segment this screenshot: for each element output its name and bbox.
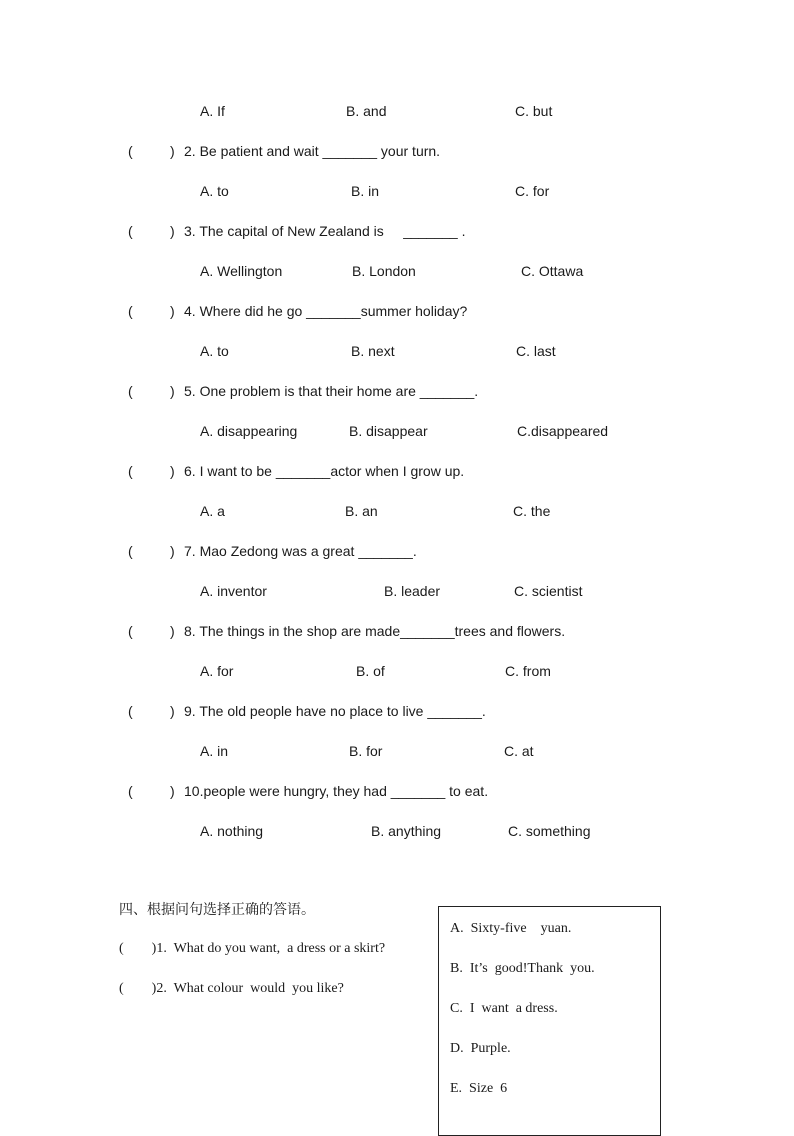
question-stem: 2. Be patient and wait _______ your turn. — [184, 143, 441, 159]
q1-option-b: B. and — [346, 103, 387, 119]
option-b: B. for — [349, 743, 383, 759]
option-a: A. inventor — [200, 583, 267, 599]
answer-paren-close: ) — [170, 543, 175, 559]
option-b: B. disappear — [349, 423, 428, 439]
answer-paren-close: ) — [170, 143, 175, 159]
answer-paren-open: ( — [128, 703, 133, 719]
option-c: C. for — [515, 183, 550, 199]
answer-paren-open: ( — [128, 143, 133, 159]
option-c: C. at — [504, 743, 534, 759]
answer-paren-open: ( — [128, 623, 133, 639]
option-c: C. Ottawa — [521, 263, 584, 279]
matching-question: ( )1. What do you want, a dress or a skirt? — [119, 941, 386, 956]
q1-option-a: A. If — [200, 103, 225, 119]
answer-paren-open: ( — [128, 463, 133, 479]
answer-paren-open: ( — [128, 783, 133, 799]
option-c: C. last — [516, 343, 556, 359]
question-stem: 9. The old people have no place to live _______. — [184, 703, 486, 719]
option-a: A. to — [200, 183, 229, 199]
answer-paren-open: ( — [128, 383, 133, 399]
option-b: B. leader — [384, 583, 441, 599]
answer-paren-close: ) — [170, 383, 175, 399]
question-stem: 6. I want to be _______actor when I grow up. — [184, 463, 465, 479]
option-c: C. from — [505, 663, 551, 679]
answer-choice: D. Purple. — [450, 1041, 511, 1056]
option-a: A. to — [200, 343, 229, 359]
question-stem: 5. One problem is that their home are _______. — [184, 383, 479, 399]
option-b: B. London — [352, 263, 416, 279]
section-heading: 四、根据问句选择正确的答语。 — [119, 902, 315, 918]
option-c: C. something — [508, 823, 591, 839]
answer-paren-close: ) — [170, 223, 175, 239]
option-a: A. disappearing — [200, 423, 298, 439]
answer-paren-open: ( — [128, 223, 133, 239]
option-b: B. next — [351, 343, 395, 359]
question-stem: 3. The capital of New Zealand is _______ . — [184, 223, 466, 239]
option-c: C. the — [513, 503, 551, 519]
option-a: A. in — [200, 743, 229, 759]
answer-paren-close: ) — [170, 783, 175, 799]
matching-question: ( )2. What colour would you like? — [119, 981, 344, 996]
option-c: C.disappeared — [517, 423, 609, 439]
option-a: A. a — [200, 503, 225, 519]
question-stem: 4. Where did he go _______summer holiday? — [184, 303, 468, 319]
question-stem: 8. The things in the shop are made_______trees and flowers. — [184, 623, 566, 639]
answer-choice: E. Size 6 — [450, 1081, 508, 1096]
option-b: B. in — [351, 183, 380, 199]
answer-paren-close: ) — [170, 703, 175, 719]
option-a: A. for — [200, 663, 234, 679]
option-c: C. scientist — [514, 583, 583, 599]
answer-choice: A. Sixty-five yuan. — [450, 921, 572, 936]
option-b: B. of — [356, 663, 385, 679]
option-b: B. anything — [371, 823, 442, 839]
answer-paren-close: ) — [170, 463, 175, 479]
answer-choice: C. I want a dress. — [450, 1001, 558, 1016]
question-stem: 10.people were hungry, they had _______ to eat. — [184, 783, 489, 799]
answer-choices-box — [438, 906, 661, 1136]
option-b: B. an — [345, 503, 378, 519]
answer-paren-close: ) — [170, 623, 175, 639]
q1-option-c: C. but — [515, 103, 553, 119]
option-a: A. Wellington — [200, 263, 283, 279]
option-a: A. nothing — [200, 823, 264, 839]
answer-paren-open: ( — [128, 543, 133, 559]
question-stem: 7. Mao Zedong was a great _______. — [184, 543, 417, 559]
answer-paren-close: ) — [170, 303, 175, 319]
answer-paren-open: ( — [128, 303, 133, 319]
answer-choice: B. It’s good!Thank you. — [450, 961, 595, 976]
